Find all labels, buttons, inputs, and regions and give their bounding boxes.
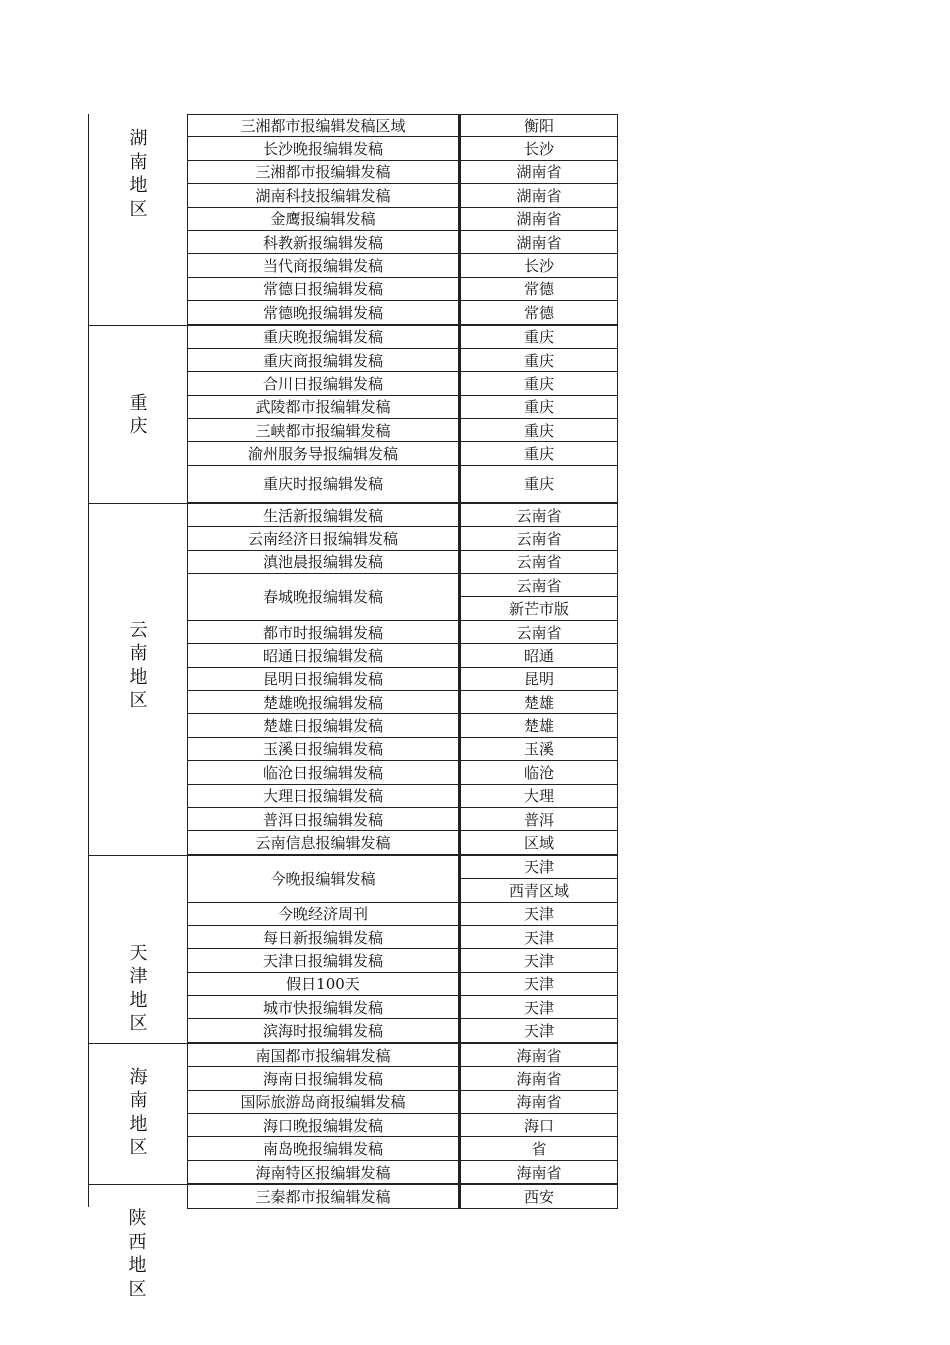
- table-row: [187, 973, 618, 996]
- table-row: [187, 1019, 618, 1042]
- newspaper-name: 重庆商报编辑发稿: [187, 349, 459, 372]
- table-row: [187, 254, 618, 277]
- location-cell: 海口: [459, 1114, 618, 1137]
- location-cell: 天津: [459, 903, 618, 926]
- location-cell: 新芒市版: [459, 597, 618, 620]
- location-cell: 海南省: [459, 1091, 618, 1114]
- newspaper-name: 普洱日报编辑发稿: [187, 808, 459, 831]
- region-label: 天 津 地 区: [129, 942, 148, 1035]
- location-cell: 海南省: [459, 1161, 618, 1184]
- table-row: [187, 668, 618, 691]
- newspaper-name: 今晚经济周刊: [187, 903, 459, 926]
- table-row: [187, 691, 618, 714]
- location-cell: 长沙: [459, 254, 618, 277]
- location-cell: 湖南省: [459, 231, 618, 254]
- table-row: [187, 396, 618, 419]
- location-cell: 常德: [459, 278, 618, 301]
- region-label-cell: [88, 504, 187, 855]
- location-cell: 云南省: [459, 574, 618, 597]
- table-row: [187, 372, 618, 395]
- newspaper-name: 湖南科技报编辑发稿: [187, 184, 459, 207]
- newspaper-name: 海南日报编辑发稿: [187, 1067, 459, 1090]
- table-row: [187, 349, 618, 372]
- newspaper-name: 长沙晚报编辑发稿: [187, 137, 459, 160]
- region-label: 湖 南 地 区: [129, 128, 148, 220]
- location-cell: 昭通: [459, 644, 618, 667]
- newspaper-name: 天津日报编辑发稿: [187, 949, 459, 972]
- table-row: [187, 137, 618, 160]
- location-cell: 云南省: [459, 551, 618, 574]
- region-label-cell: [88, 1185, 187, 1300]
- location-cell: 楚雄: [459, 691, 618, 714]
- location-cell: 重庆: [459, 466, 618, 503]
- region-label: 云 南 地 区: [129, 619, 148, 712]
- location-cell: 普洱: [459, 808, 618, 831]
- location-cell: 海南省: [459, 1067, 618, 1090]
- newspaper-name: 三峡都市报编辑发稿: [187, 419, 459, 442]
- newspaper-name: 临沧日报编辑发稿: [187, 761, 459, 784]
- table-row: [187, 949, 618, 972]
- newspaper-name: 合川日报编辑发稿: [187, 372, 459, 395]
- newspaper-name: 海口晚报编辑发稿: [187, 1114, 459, 1137]
- table-row: [187, 996, 618, 1019]
- newspaper-name: 三湘都市报编辑发稿: [187, 161, 459, 184]
- location-cell: 衡阳: [459, 114, 618, 137]
- table-row: [187, 278, 618, 301]
- table-row: [187, 419, 618, 442]
- table-row: [187, 231, 618, 254]
- newspaper-name: 滇池晨报编辑发稿: [187, 551, 459, 574]
- table-row: [187, 1091, 618, 1114]
- newspaper-name: 今晚报编辑发稿: [187, 856, 459, 903]
- location-cell: 西安: [459, 1185, 618, 1208]
- location-cell: 玉溪: [459, 738, 618, 761]
- location-cell: 云南省: [459, 621, 618, 644]
- newspaper-name: 南国都市报编辑发稿: [187, 1044, 459, 1067]
- region-label-cell: [88, 326, 187, 503]
- newspaper-name: 科教新报编辑发稿: [187, 231, 459, 254]
- table-row: [187, 504, 618, 527]
- region-label-cell: [88, 114, 187, 325]
- table-row: [187, 114, 618, 137]
- location-cell: 天津: [459, 856, 618, 879]
- newspaper-name: 常德晚报编辑发稿: [187, 301, 459, 324]
- newspaper-name: 滨海时报编辑发稿: [187, 1019, 459, 1042]
- location-cell: 天津: [459, 1019, 618, 1042]
- table-row: [187, 761, 618, 784]
- location-cell: 海南省: [459, 1044, 618, 1067]
- newspaper-name: 城市快报编辑发稿: [187, 996, 459, 1019]
- newspaper-name: 重庆时报编辑发稿: [187, 466, 459, 503]
- location-cell: 常德: [459, 301, 618, 324]
- newspaper-name: 生活新报编辑发稿: [187, 504, 459, 527]
- newspaper-name: 云南经济日报编辑发稿: [187, 527, 459, 550]
- newspaper-name: 大理日报编辑发稿: [187, 785, 459, 808]
- newspaper-name: 玉溪日报编辑发稿: [187, 738, 459, 761]
- table-row: [187, 738, 618, 761]
- table-row: [187, 1161, 618, 1184]
- location-cell: 省: [459, 1137, 618, 1160]
- location-cell: 湖南省: [459, 184, 618, 207]
- table-row: [187, 621, 618, 644]
- newspaper-name: 昆明日报编辑发稿: [187, 668, 459, 691]
- table-row: [187, 301, 618, 324]
- location-cell: 重庆: [459, 326, 618, 349]
- newspaper-name: 三湘都市报编辑发稿区域: [187, 114, 459, 137]
- region-block: [88, 503, 618, 855]
- table-row: [187, 785, 618, 808]
- region-label: 陕 西 地 区: [128, 1208, 147, 1300]
- region-block: [88, 1043, 618, 1184]
- location-cell: 重庆: [459, 442, 618, 465]
- newspaper-name: 武陵都市报编辑发稿: [187, 396, 459, 419]
- table-row: [187, 527, 618, 550]
- region-block: [88, 855, 618, 1043]
- region-block: [88, 114, 618, 325]
- location-cell: 云南省: [459, 527, 618, 550]
- location-cell: 天津: [459, 926, 618, 949]
- table-row: [187, 326, 618, 349]
- region-label: 海 南 地 区: [129, 1066, 148, 1159]
- region-border: [88, 1185, 89, 1207]
- table-row: [187, 1137, 618, 1160]
- table-row: [187, 644, 618, 667]
- newspaper-name: 云南信息报编辑发稿: [187, 831, 459, 854]
- newspaper-name: 常德日报编辑发稿: [187, 278, 459, 301]
- location-cell: 天津: [459, 949, 618, 972]
- location-cell: 大理: [459, 785, 618, 808]
- location-cell: 云南省: [459, 504, 618, 527]
- location-cell: 天津: [459, 996, 618, 1019]
- region-label-cell: [88, 856, 187, 1043]
- table-row: [187, 466, 618, 503]
- location-cell: 重庆: [459, 372, 618, 395]
- region-block: [88, 1184, 618, 1300]
- region-label-cell: [88, 1044, 187, 1184]
- table-row: [187, 926, 618, 949]
- location-cell: 长沙: [459, 137, 618, 160]
- table-row: [187, 1185, 618, 1208]
- location-cell: 湖南省: [459, 161, 618, 184]
- table-row: [187, 161, 618, 184]
- location-cell: 天津: [459, 973, 618, 996]
- newspaper-name: 渝州服务导报编辑发稿: [187, 442, 459, 465]
- location-cell: 重庆: [459, 419, 618, 442]
- table-row: [187, 856, 618, 903]
- newspaper-name: 楚雄日报编辑发稿: [187, 714, 459, 737]
- location-cell: 重庆: [459, 349, 618, 372]
- table-row: [187, 831, 618, 854]
- newspaper-name: 三秦都市报编辑发稿: [187, 1185, 459, 1208]
- table-row: [187, 208, 618, 231]
- newspaper-name: 南岛晚报编辑发稿: [187, 1137, 459, 1160]
- newspaper-name: 海南特区报编辑发稿: [187, 1161, 459, 1184]
- table-row: [187, 1044, 618, 1067]
- newspaper-name: 楚雄晚报编辑发稿: [187, 691, 459, 714]
- region-label: 重 庆: [129, 392, 148, 438]
- location-cell: 湖南省: [459, 208, 618, 231]
- table-row: [187, 808, 618, 831]
- newspaper-name: 重庆晚报编辑发稿: [187, 326, 459, 349]
- table-row: [187, 551, 618, 574]
- newspaper-name: 都市时报编辑发稿: [187, 621, 459, 644]
- location-cell: 区域: [459, 831, 618, 854]
- location-cell: 楚雄: [459, 714, 618, 737]
- newspaper-name: 假日100天: [187, 973, 459, 996]
- table-row: [187, 184, 618, 207]
- table-row: [187, 1114, 618, 1137]
- table-row: [187, 1067, 618, 1090]
- newspaper-name: 金鹰报编辑发稿: [187, 208, 459, 231]
- newspaper-name: 昭通日报编辑发稿: [187, 644, 459, 667]
- table-row: [187, 442, 618, 465]
- newspaper-name: 国际旅游岛商报编辑发稿: [187, 1091, 459, 1114]
- table-row: [187, 903, 618, 926]
- location-cell: 临沧: [459, 761, 618, 784]
- table-row: [187, 714, 618, 737]
- location-cell: 西青区域: [459, 879, 618, 902]
- newspaper-name: 春城晚报编辑发稿: [187, 574, 459, 621]
- region-block: [88, 325, 618, 503]
- location-cell: 昆明: [459, 668, 618, 691]
- newspaper-name: 当代商报编辑发稿: [187, 254, 459, 277]
- location-cell: 重庆: [459, 396, 618, 419]
- table-row: [187, 574, 618, 621]
- newspaper-name: 每日新报编辑发稿: [187, 926, 459, 949]
- newspaper-table: [88, 114, 618, 1300]
